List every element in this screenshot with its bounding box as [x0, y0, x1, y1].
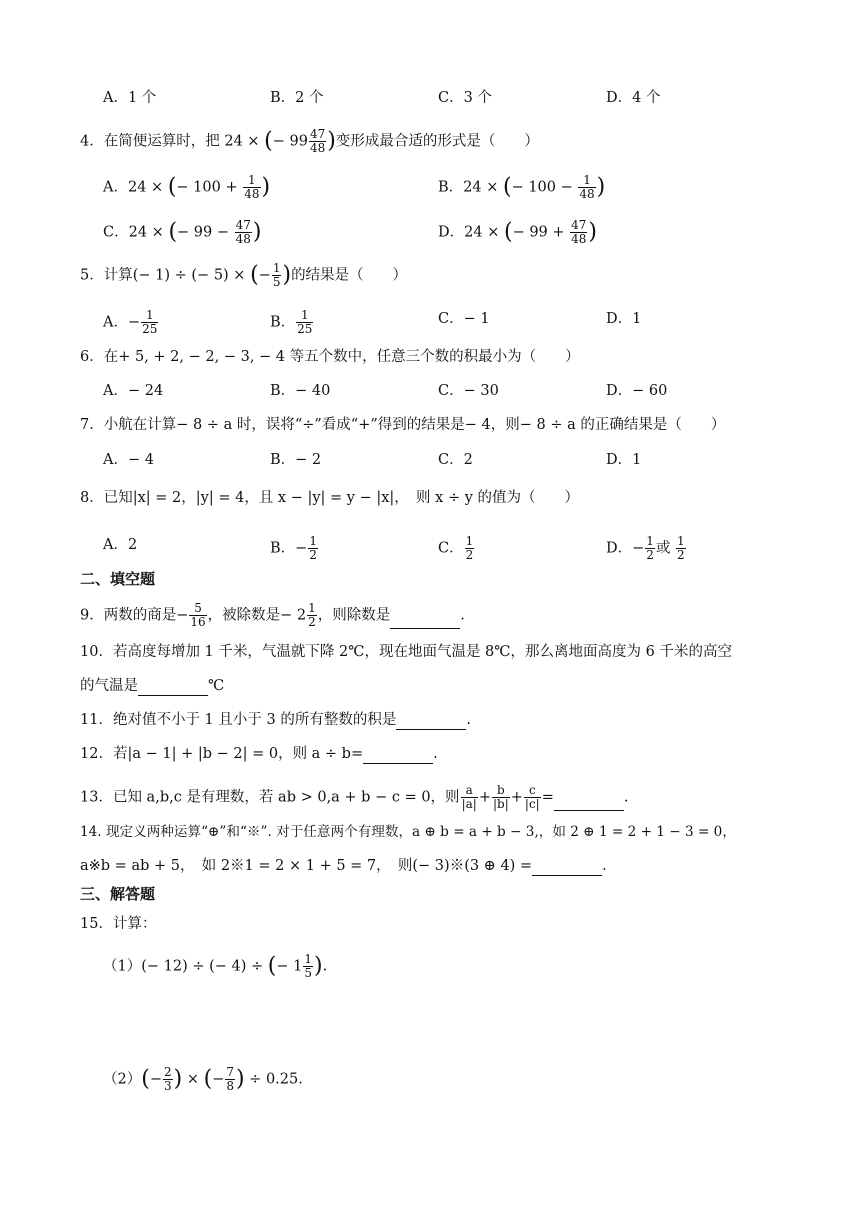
q4-option-a: A．24 × (− 100 + $\frac{1}{48}$ ): [103, 173, 271, 201]
question-15-part-1: （1）(− 12) ÷ (− 4) ÷ (− 1 $\frac{1}{5}$ ).: [103, 952, 328, 980]
question-9: 9．两数的商是− $\frac{5}{16}$ ，被除数是− 2 $\frac{1}{2}$ ，则除数是 .: [80, 601, 465, 629]
question-6: 6．在+ 5, + 2, − 2, − 3, − 4 等五个数中，任意三个数的积最小为（ ）: [80, 349, 580, 365]
question-12: 12．若|a − 1| + |b − 2| = 0，则 a ÷ b= .: [80, 746, 438, 762]
question-13: 13．已知 a,b,c 是有理数，若 ab > 0,a + b − c = 0，则 $\frac{a}{|a|}$ + $\frac{b}{|b|}$ + $\frac{c}{|c|}$ = .: [80, 783, 629, 811]
answer-blank[interactable]: [138, 679, 208, 696]
q7-option-b: B．− 2: [270, 452, 322, 468]
question-15-part-2: （2）(− $\frac{2}{3}$ ) × (− $\frac{7}{8}$ ) ÷ 0.25.: [103, 1065, 303, 1093]
q4-option-d: D．24 × (− 99 + $\frac{47}{48}$ ): [438, 218, 598, 246]
q3-option-d: D．4 个: [606, 90, 661, 106]
q8-option-b: B．− $\frac{1}{2}$: [270, 534, 317, 562]
question-10-line1: 10．若高度每增加 1 千米，气温就下降 2℃，现在地面气温是 8℃，那么离地面高度为 6 千米的高空: [80, 644, 732, 660]
q3-option-a: A．1 个: [103, 90, 157, 106]
q6-option-a: A．− 24: [103, 383, 164, 399]
q3-option-b: B．2 个: [270, 90, 324, 106]
answer-blank[interactable]: [396, 713, 466, 730]
question-5: 5．计算(− 1) ÷ (− 5) × (− $\frac{1}{5}$ )的结果是（ ）: [80, 261, 408, 289]
q7-option-c: C．2: [438, 452, 473, 468]
answer-blank[interactable]: [390, 612, 460, 629]
q7-option-a: A．− 4: [103, 452, 154, 468]
q4-option-b: B．24 × (− 100 − $\frac{1}{48}$ ): [438, 173, 606, 201]
fraction: $\frac{47}{48}$: [309, 127, 326, 155]
q5-option-c: C．− 1: [438, 311, 490, 327]
q6-option-c: C．− 30: [438, 383, 499, 399]
q8-option-c: C． $\frac{1}{2}$: [438, 534, 474, 562]
q5-option-b: B． $\frac{1}{25}$: [270, 308, 313, 336]
q5-option-d: D．1: [606, 311, 642, 327]
question-15: 15．计算：: [80, 916, 157, 932]
q8-option-d: D．− $\frac{1}{2}$ 或 $\frac{1}{2}$: [606, 534, 685, 562]
question-14-line1: 14. 现定义两种运算“⊕”和“※”. 对于任意两个有理数，a ⊕ b = a + b − 3,，如 2 ⊕ 1 = 2 + 1 − 3 = 0，: [80, 824, 736, 840]
q7-option-d: D．1: [606, 452, 642, 468]
question-7: 7．小航在计算− 8 ÷ a 时，误将“÷”看成“+”得到的结果是− 4，则− 8 ÷ a 的正确结果是（ ）: [80, 417, 726, 433]
q6-option-b: B．− 40: [270, 383, 331, 399]
section-fill-in-blank-heading: 二、填空题: [80, 570, 156, 588]
question-14-line2: a※b = ab + 5， 如 2※1 = 2 × 1 + 5 = 7， 则(− 3)※(3 ⊕ 4) = .: [80, 858, 607, 874]
section-answer-questions-heading: 三、解答题: [80, 885, 156, 903]
answer-blank[interactable]: [363, 747, 433, 764]
question-4: 4．在简便运算时，把 24 × (− 99 $\frac{47}{48}$ )变形成最合适的形式是（ ）: [80, 127, 539, 155]
answer-blank[interactable]: [554, 794, 624, 811]
q8-option-a: A．2: [103, 537, 138, 553]
q3-option-c: C．3 个: [438, 90, 492, 106]
q5-option-a: A．− $\frac{1}{25}$: [103, 308, 158, 336]
q6-option-d: D．− 60: [606, 383, 668, 399]
question-8: 8．已知|x| = 2，|y| = 4，且 x − |y| = y − |x|， 则 x ÷ y 的值为（ ）: [80, 490, 580, 506]
question-10-line2: 的气温是 ℃: [80, 678, 225, 694]
answer-blank[interactable]: [532, 859, 602, 876]
question-11: 11．绝对值不小于 1 且小于 3 的所有整数的积是 .: [80, 712, 471, 728]
q4-option-c: C．24 × (− 99 − $\frac{47}{48}$ ): [103, 218, 262, 246]
